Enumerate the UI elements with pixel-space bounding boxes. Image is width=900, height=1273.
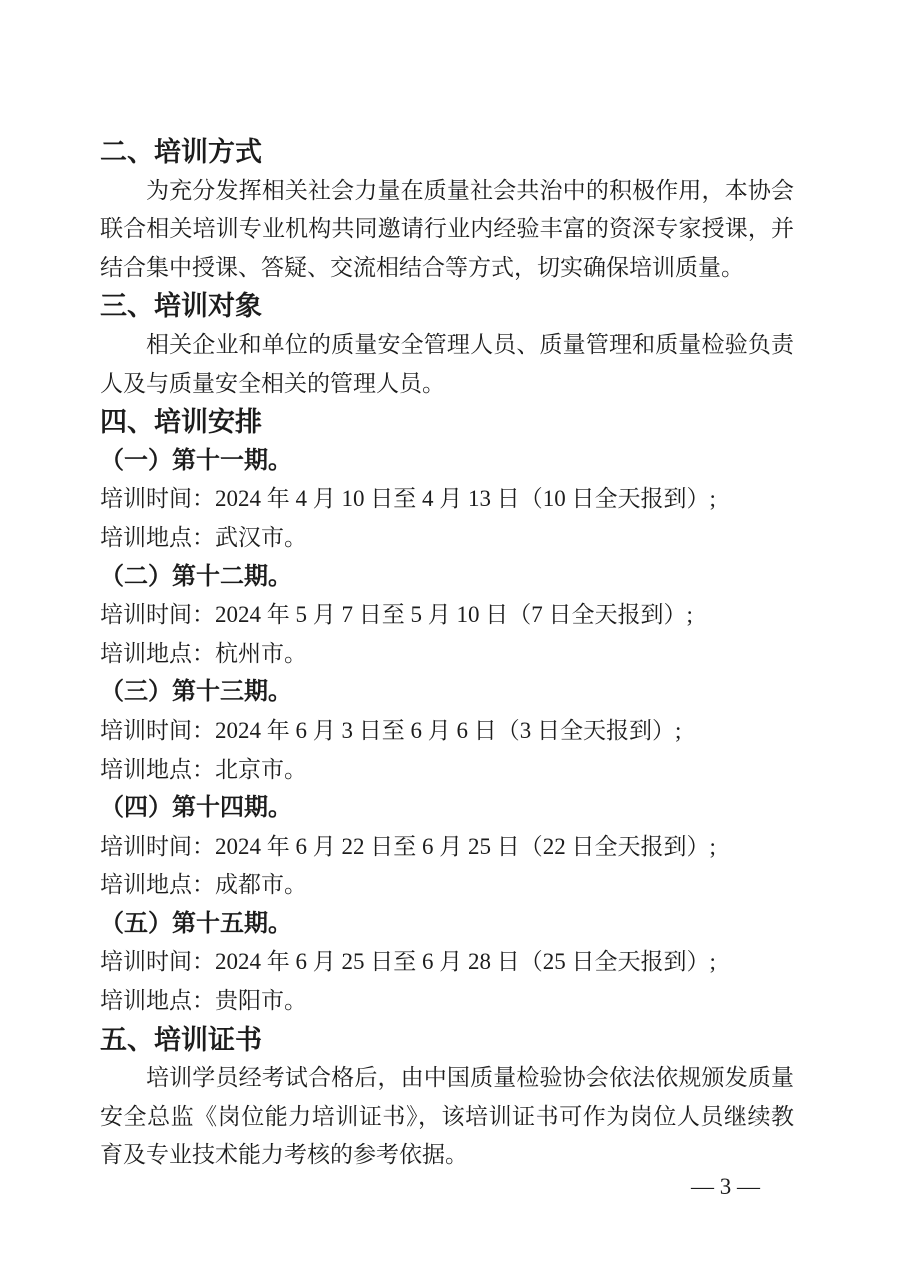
paragraph-training-certificate: 培训学员经考试合格后，由中国质量检验协会依法依规颁发质量安全总监《岗位能力培训证书》，该培训证书可作为岗位人员继续教育及专业技术能力考核的参考依据。: [100, 1065, 794, 1168]
detail-session-11-location: 培训地点：武汉市。: [100, 524, 307, 550]
detail-session-13-location: 培训地点：北京市。: [100, 756, 307, 782]
detail-session-14-location: 培训地点：成都市。: [100, 872, 307, 898]
subheading-session-12: （二）第十二期。: [100, 563, 292, 590]
detail-session-11-time: 培训时间：2024 年 4 月 10 日至 4 月 13 日（10 日全天报到）;: [100, 486, 716, 512]
detail-session-12-location: 培训地点：杭州市。: [100, 640, 307, 666]
detail-session-15-location: 培训地点：贵阳市。: [100, 988, 307, 1014]
heading-training-audience: 三、培训对象: [100, 291, 262, 322]
subheading-session-11: （一）第十一期。: [100, 447, 292, 474]
heading-training-certificate: 五、培训证书: [100, 1024, 262, 1055]
detail-session-15-time: 培训时间：2024 年 6 月 25 日至 6 月 28 日（25 日全天报到）;: [100, 949, 716, 975]
heading-training-method: 二、培训方式: [100, 137, 262, 167]
page-number: — 3 —: [691, 1174, 760, 1199]
subheading-session-15: （五）第十五期。: [100, 910, 292, 937]
paragraph-training-audience: 相关企业和单位的质量安全管理人员、质量管理和质量检验负责人及与质量安全相关的管理人员。: [100, 331, 794, 396]
paragraph-training-method: 为充分发挥相关社会力量在质量社会共治中的积极作用，本协会联合相关培训专业机构共同邀请行业内经验丰富的资深专家授课，并结合集中授课、答疑、交流相结合等方式，切实确保培训质量。: [100, 177, 794, 280]
detail-session-12-time: 培训时间：2024 年 5 月 7 日至 5 月 10 日（7 日全天报到）;: [100, 602, 693, 628]
detail-session-14-time: 培训时间：2024 年 6 月 22 日至 6 月 25 日（22 日全天报到）;: [100, 833, 716, 859]
subheading-session-14: （四）第十四期。: [100, 795, 292, 822]
subheading-session-13: （三）第十三期。: [100, 679, 292, 706]
detail-session-13-time: 培训时间：2024 年 6 月 3 日至 6 月 6 日（3 日全天报到）;: [100, 717, 682, 743]
heading-training-schedule: 四、培训安排: [100, 407, 262, 438]
document-body: [100, 133, 794, 1175]
